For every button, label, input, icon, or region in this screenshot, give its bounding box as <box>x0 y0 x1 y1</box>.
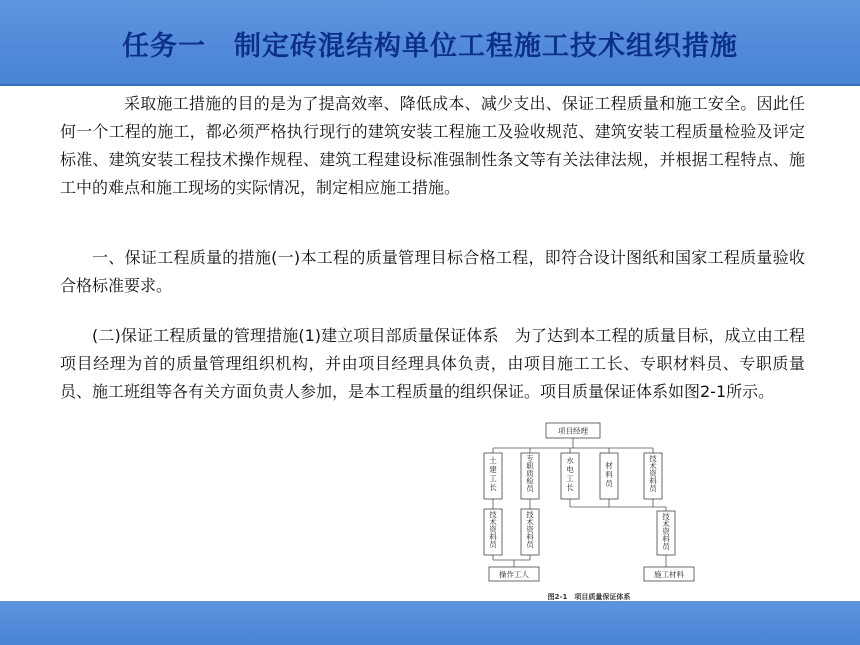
org-node-operators <box>489 567 539 581</box>
svg-text:员: 员 <box>526 540 534 549</box>
svg-text:项目经理: 项目经理 <box>558 426 588 436</box>
org-node-project-manager <box>546 423 600 438</box>
svg-text:员: 员 <box>605 479 613 488</box>
svg-text:技: 技 <box>489 510 497 519</box>
svg-text:资: 资 <box>489 525 497 534</box>
org-node-tech-document-clerk-right <box>657 511 675 555</box>
paragraph-purpose: 采取施工措施的目的是为了提高效率、降低成本、减少支出、保证工程质量和施工安全。因此任何一个工程的施工，都必须严格执行现行的建筑安装工程施工及验收规范、建筑安装工程质量检验及评定标准、建筑安装工程技术操作规程、建筑工程建设标准强制性条文等有关法律法规，并根据工程特点、施工中的难点和施工现场的实际情况，制定相应施工措施。 <box>60 94 805 197</box>
svg-text:技: 技 <box>662 512 670 521</box>
svg-text:员: 员 <box>649 484 657 493</box>
svg-text:建: 建 <box>489 465 497 474</box>
svg-text:质: 质 <box>526 469 534 478</box>
svg-text:资: 资 <box>526 525 534 534</box>
org-node-construction-materials <box>644 567 694 581</box>
slide-footer <box>0 601 860 645</box>
svg-text:工: 工 <box>566 474 574 483</box>
svg-text:长: 长 <box>489 483 497 492</box>
svg-text:料: 料 <box>526 532 534 542</box>
slide-header <box>0 0 860 86</box>
svg-text:技: 技 <box>649 454 657 463</box>
svg-text:土: 土 <box>489 456 497 465</box>
svg-text:料: 料 <box>489 532 497 542</box>
svg-text:检: 检 <box>526 476 534 486</box>
org-node-tech-document-clerk-left-1 <box>484 509 502 555</box>
org-node-civil-foreman <box>484 453 502 499</box>
svg-text:技: 技 <box>526 510 534 519</box>
svg-text:职: 职 <box>526 461 534 471</box>
svg-text:资: 资 <box>649 469 657 478</box>
slide-title: 任务一 制定砖混结构单位工程施工技术组织措施 <box>122 31 738 62</box>
svg-text:料: 料 <box>605 470 613 479</box>
svg-text:料: 料 <box>649 476 657 486</box>
svg-text:术: 术 <box>526 517 534 527</box>
svg-text:操作工人: 操作工人 <box>499 570 529 579</box>
svg-text:水: 水 <box>566 456 574 465</box>
svg-text:员: 员 <box>526 484 534 493</box>
org-node-material-clerk <box>600 453 618 499</box>
paragraph-quality-goal: 一、保证工程质量的措施(一)本工程的质量管理目标合格工程，即符合设计图纸和国家工程质量验收合格标准要求。 <box>60 248 805 295</box>
svg-text:术: 术 <box>489 517 497 527</box>
figure-caption: 图2-1 项目质量保证体系 <box>547 593 631 601</box>
svg-text:专: 专 <box>526 454 534 463</box>
svg-text:资: 资 <box>662 527 670 536</box>
svg-text:工: 工 <box>489 474 497 483</box>
svg-text:术: 术 <box>649 461 657 471</box>
svg-text:员: 员 <box>489 540 497 549</box>
svg-text:术: 术 <box>662 519 670 529</box>
org-node-tech-document-clerk <box>644 453 662 499</box>
org-node-mep-foreman <box>561 453 579 499</box>
org-node-quality-inspector <box>521 453 539 499</box>
org-node-tech-document-clerk-left-2 <box>521 509 539 555</box>
svg-text:施工材料: 施工材料 <box>654 570 684 579</box>
svg-text:员: 员 <box>662 542 670 551</box>
svg-text:材: 材 <box>605 461 613 470</box>
svg-text:料: 料 <box>662 534 670 544</box>
svg-text:长: 长 <box>566 483 574 492</box>
paragraph-quality-management: (二)保证工程质量的管理措施(1)建立项目部质量保证体系 为了达到本工程的质量目标，成立由工程项目经理为首的质量管理组织机构，并由项目经理具体负责，由项目施工工长、专职材料员、专职质量员、施工班组等各有关方面负责人参加，是本工程质量的组织保证。项目质量保证体系如图2-1所示。 <box>60 326 805 401</box>
svg-text:电: 电 <box>566 465 574 474</box>
quality-assurance-org-chart <box>478 415 740 607</box>
